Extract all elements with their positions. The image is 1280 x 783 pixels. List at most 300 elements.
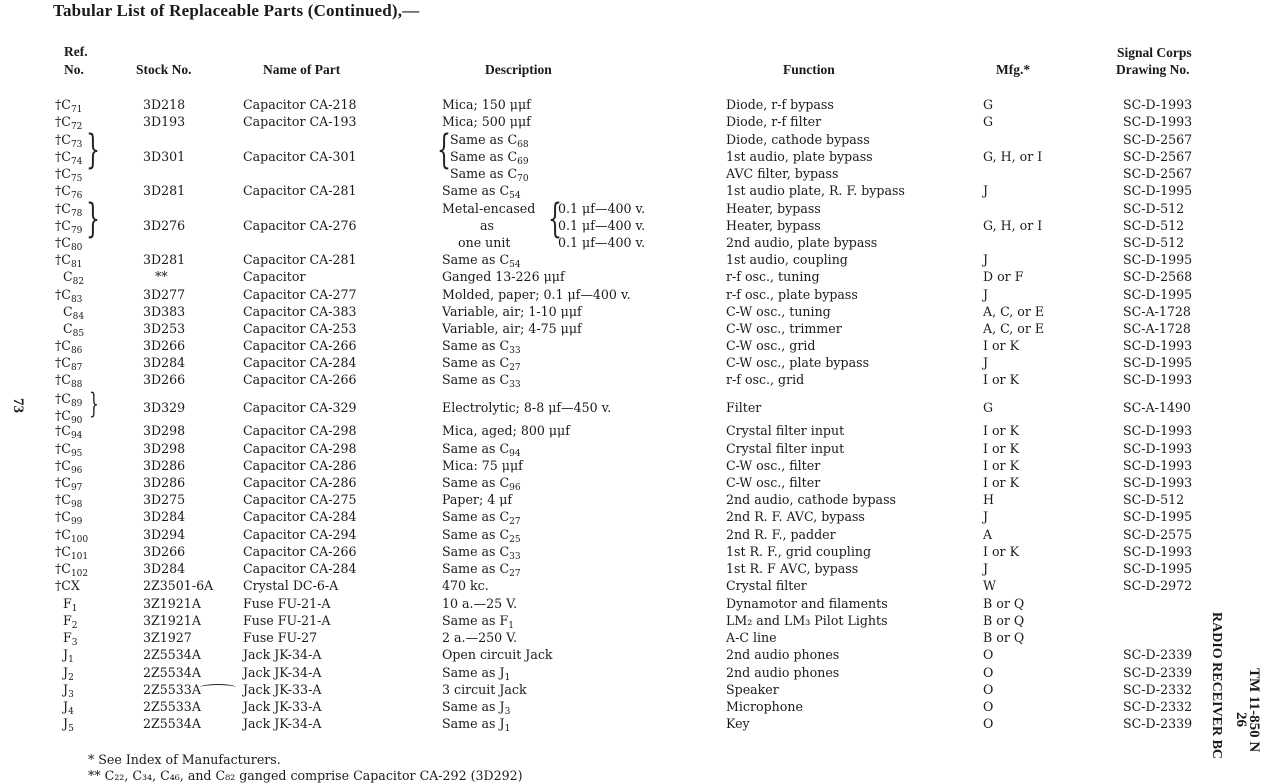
drawing-no: [1123, 182, 1192, 199]
function: [726, 508, 865, 525]
drawing-no-text: SC-D-1993: [1123, 544, 1193, 559]
manufacturer-text: B or Q: [983, 596, 1025, 611]
manufacturer-text: I or K: [983, 441, 1019, 456]
description-subscript: 33: [509, 380, 521, 390]
table-row: [0, 320, 1210, 337]
drawing-no: [1123, 113, 1192, 130]
description-text: Same as J: [442, 699, 505, 714]
ref-no-subscript: 96: [70, 466, 83, 476]
description: [442, 681, 527, 698]
stock-no-text: 3D276: [143, 218, 186, 233]
stock-no: [143, 371, 185, 388]
ref-no: [63, 612, 77, 629]
function: [726, 251, 848, 268]
description-subscript: 1: [504, 673, 511, 683]
stock-no: [143, 113, 185, 130]
manufacturer: [983, 560, 988, 577]
ref-no: [63, 646, 74, 663]
drawing-no: [1123, 148, 1192, 165]
manufacturer-text: J: [983, 287, 989, 302]
ref-no-text: J: [63, 716, 69, 731]
stock-no-text: 2Z5534A: [143, 716, 201, 731]
drawing-no-text: SC-D-1993: [1123, 97, 1193, 112]
ref-no-subscript: 2: [71, 621, 78, 631]
table-row: [0, 337, 1210, 354]
manufacturer-text: O: [983, 699, 994, 714]
drawing-no: [1123, 131, 1192, 148]
ref-no: [55, 251, 82, 268]
manufacturer: [983, 182, 988, 199]
part-name-text: Capacitor CA-298: [243, 441, 357, 456]
part-name-text: Capacitor CA-281: [243, 252, 357, 267]
drawing-no: [1123, 440, 1192, 457]
stock-no: [143, 629, 192, 646]
table-row: [0, 131, 1210, 148]
ref-no-text: †C: [55, 544, 71, 559]
part-name: [243, 577, 338, 594]
part-name: [243, 320, 357, 337]
stock-no-text: 2Z5533A: [143, 699, 201, 714]
description: [442, 96, 531, 113]
part-name-text: Fuse FU-21-A: [243, 613, 331, 628]
part-name: [243, 217, 357, 234]
description-text: 10 a.—25 V.: [442, 596, 518, 611]
description: [442, 251, 521, 268]
stock-no: [143, 646, 201, 663]
part-name-text: Capacitor CA-277: [243, 287, 357, 302]
ref-no: [55, 337, 82, 354]
ref-no-text: C: [63, 269, 73, 284]
manufacturer: [983, 251, 988, 268]
ref-no-subscript: 99: [70, 517, 83, 527]
ref-no-subscript: 94: [70, 431, 83, 441]
manufacturer-text: G: [983, 114, 994, 129]
description-subscript: 54: [509, 260, 521, 270]
ref-no-text: †C: [55, 355, 71, 370]
description: [442, 474, 521, 491]
stock-no: [143, 508, 185, 525]
function: [726, 286, 858, 303]
function: [726, 422, 844, 439]
description: [442, 399, 611, 416]
stock-no-text: 3Z1927: [143, 630, 192, 645]
part-name-text: Capacitor CA-266: [243, 338, 357, 353]
function-text: Crystal filter input: [726, 423, 845, 438]
drawing-no: [1123, 457, 1192, 474]
ref-no-subscript: 89: [70, 399, 83, 409]
part-name-text: Capacitor CA-383: [243, 304, 357, 319]
manufacturer-text: H: [983, 492, 994, 507]
function-text: Crystal filter: [726, 578, 807, 593]
manufacturer: [983, 320, 1044, 337]
stock-no-text: 2Z5534A: [143, 665, 201, 680]
manufacturer-text: J: [983, 355, 989, 370]
part-name-text: Capacitor CA-266: [243, 372, 357, 387]
ref-no-subscript: 100: [70, 535, 89, 545]
table-row: [0, 698, 1210, 715]
manufacturer-text: A, C, or E: [983, 304, 1045, 319]
ref-no: [63, 320, 84, 337]
function-text: LM₂ and LM₃ Pilot Lights: [726, 613, 888, 628]
description: [442, 337, 521, 354]
ref-no-subscript: 3: [68, 690, 74, 700]
function-text: C-W osc., grid: [726, 338, 816, 353]
description: [442, 629, 517, 646]
ref-no-text: †C: [55, 372, 71, 387]
ref-no-text: †C: [55, 492, 71, 507]
drawing-no-text: SC-D-2339: [1123, 716, 1193, 731]
function: [726, 354, 869, 371]
function: [726, 681, 779, 698]
stock-no: [143, 681, 201, 698]
manufacturer-text: I or K: [983, 458, 1019, 473]
drawing-no-text: SC-D-1995: [1123, 183, 1193, 198]
table-row: [0, 165, 1210, 182]
part-name-text: Capacitor CA-294: [243, 527, 357, 542]
stock-no-text: 3D294: [143, 527, 186, 542]
manufacturer-text: G, H, or I: [983, 218, 1043, 233]
description: [442, 268, 565, 285]
ref-no-subscript: 4: [68, 707, 74, 717]
ref-no: [55, 234, 82, 251]
part-name: [243, 457, 357, 474]
drawing-no-text: SC-D-1995: [1123, 561, 1193, 576]
ref-no: [55, 131, 82, 148]
drawing-no: [1123, 508, 1192, 525]
description-text: one unit: [458, 235, 511, 250]
manufacturer: [983, 148, 1042, 165]
header-drawing-line1: Signal Corps: [1117, 45, 1192, 60]
manufacturer-text: W: [983, 578, 996, 593]
manufacturer: [983, 612, 1024, 629]
ref-no-subscript: 95: [70, 449, 83, 459]
manufacturer: [983, 508, 988, 525]
stock-no: [143, 491, 185, 508]
description: [450, 131, 529, 148]
stock-no: [155, 268, 168, 285]
ref-no-text: J: [63, 665, 69, 680]
manufacturer: [983, 715, 993, 732]
drawing-no: [1123, 399, 1191, 416]
drawing-no: [1123, 474, 1192, 491]
ref-no: [63, 698, 74, 715]
description: [442, 182, 521, 199]
ref-no-text: †C: [55, 166, 71, 181]
ref-no-subscript: 2: [68, 673, 74, 683]
header-function: Function: [783, 62, 835, 77]
description-text: Mica: 75 μμf: [442, 458, 523, 473]
ref-no-text: †C: [55, 287, 71, 302]
manufacturer: [983, 698, 993, 715]
stock-no: [143, 440, 185, 457]
manufacturer-text: B or Q: [983, 630, 1025, 645]
manufacturer-text: O: [983, 682, 994, 697]
description: [442, 664, 510, 681]
header-ref-line1: Ref.: [64, 44, 88, 59]
drawing-no-text: SC-D-2332: [1123, 682, 1193, 697]
manufacturer: [983, 664, 993, 681]
function: [726, 399, 761, 416]
description: [442, 526, 521, 543]
drawing-no: [1123, 646, 1192, 663]
ref-no-subscript: 72: [70, 122, 83, 132]
function-text: C-W osc., tuning: [726, 304, 831, 319]
stock-no: [143, 543, 185, 560]
drawing-no: [1123, 96, 1192, 113]
ref-no-text: †C: [55, 235, 71, 250]
function: [726, 320, 842, 337]
manufacturer-text: J: [983, 561, 989, 576]
function: [726, 629, 777, 646]
part-name-text: Jack JK-34-A: [243, 665, 322, 680]
description: [442, 595, 517, 612]
part-name: [243, 681, 321, 698]
drawing-no: [1123, 251, 1192, 268]
part-name-text: Capacitor CA-284: [243, 561, 357, 576]
part-name: [243, 113, 357, 130]
part-name-text: Capacitor CA-298: [243, 423, 357, 438]
part-name-text: Capacitor CA-266: [243, 544, 357, 559]
ref-no-text: J: [63, 647, 69, 662]
drawing-no: [1123, 543, 1192, 560]
manufacturer-text: B or Q: [983, 613, 1025, 628]
part-name: [243, 715, 321, 732]
part-name: [243, 148, 357, 165]
manufacturer-text: A, C, or E: [983, 321, 1045, 336]
ref-no: [55, 200, 82, 217]
footnote-1: * See Index of Manufacturers.: [88, 752, 281, 767]
description-value: [558, 217, 645, 234]
description: [442, 200, 535, 217]
stock-no-text: 3D383: [143, 304, 186, 319]
ref-no-subscript: 82: [72, 277, 85, 287]
stock-no-text: 3D218: [143, 97, 186, 112]
stock-no-text: 3D277: [143, 287, 186, 302]
description-text: Same as C: [442, 561, 510, 576]
part-name: [243, 646, 321, 663]
drawing-no-text: SC-D-1993: [1123, 441, 1193, 456]
ref-no-subscript: 87: [70, 363, 83, 373]
drawing-no: [1123, 354, 1192, 371]
description: [442, 113, 531, 130]
description: [442, 303, 582, 320]
header-mfg: Mfg.*: [996, 62, 1031, 77]
table-row: [0, 560, 1210, 577]
part-name-text: Capacitor CA-276: [243, 218, 357, 233]
part-name-text: Capacitor CA-284: [243, 509, 357, 524]
manufacturer: [983, 543, 1019, 560]
function: [726, 200, 821, 217]
drawing-no: [1123, 715, 1192, 732]
function-text: 2nd R. F. AVC, bypass: [726, 509, 865, 524]
stock-no: [143, 422, 185, 439]
ref-no: [55, 354, 82, 371]
drawing-no-text: SC-D-512: [1123, 235, 1185, 250]
part-name-text: Capacitor CA-286: [243, 458, 357, 473]
description-text: as: [480, 218, 494, 233]
drawing-no-text: SC-D-1993: [1123, 458, 1193, 473]
function: [726, 457, 820, 474]
ref-no: [55, 440, 82, 457]
stock-no: [143, 303, 185, 320]
stock-no: [143, 474, 185, 491]
description-text: Same as C: [442, 183, 510, 198]
description: [442, 577, 489, 594]
drawing-no: [1123, 371, 1192, 388]
description-subscript: 27: [509, 363, 521, 373]
description: [442, 698, 510, 715]
function: [726, 440, 844, 457]
ref-no: [55, 148, 82, 165]
manufacturer-text: O: [983, 665, 994, 680]
part-name-text: Capacitor CA-286: [243, 475, 357, 490]
manufacturer: [983, 629, 1024, 646]
table-row: [0, 371, 1210, 388]
description-subscript: 27: [509, 517, 521, 527]
manufacturer-text: I or K: [983, 338, 1019, 353]
table-row: [0, 457, 1210, 474]
table-row: [0, 629, 1210, 646]
drawing-no: [1123, 165, 1192, 182]
function: [726, 113, 821, 130]
function-text: Microphone: [726, 699, 803, 714]
function-text: 1st R. F AVC, bypass: [726, 561, 859, 576]
drawing-no: [1123, 337, 1192, 354]
ref-no-text: †C: [55, 183, 71, 198]
description-text: Open circuit Jack: [442, 647, 553, 662]
drawing-no: [1123, 526, 1192, 543]
stock-no: [143, 715, 201, 732]
ref-no-subscript: 98: [70, 500, 83, 510]
part-name: [243, 440, 357, 457]
description-subscript: 33: [509, 552, 521, 562]
manufacturer: [983, 371, 1019, 388]
drawing-no-text: SC-D-2567: [1123, 132, 1193, 147]
part-name: [243, 399, 357, 416]
description: [480, 217, 494, 234]
function: [726, 612, 888, 629]
description: [442, 560, 521, 577]
description: [442, 715, 510, 732]
description-text: Paper; 4 μf: [442, 492, 513, 507]
stock-no: [143, 457, 185, 474]
ref-no-subscript: 75: [70, 174, 83, 184]
ref-no-subscript: 73: [70, 140, 83, 150]
function-text: r-f osc., tuning: [726, 269, 820, 284]
drawing-no: [1123, 560, 1192, 577]
margin-doc-number: TM 11-850 N: [1246, 668, 1262, 753]
drawing-no: [1123, 286, 1192, 303]
function-text: A-C line: [726, 630, 777, 645]
brace-c78-c80: }: [86, 196, 100, 242]
description-subscript: 25: [509, 535, 521, 545]
function: [726, 715, 750, 732]
description-subscript: 27: [509, 569, 521, 579]
footnote-2: ** C₂₂, C₃₄, C₄₆, and C₈₂ ganged comprise Capacitor CA-292 (3D292): [88, 768, 523, 783]
ref-no-text: †C: [55, 423, 71, 438]
description-subscript: 3: [504, 707, 511, 717]
description: [442, 320, 582, 337]
function-text: Key: [726, 716, 750, 731]
manufacturer: [983, 303, 1044, 320]
drawing-no-text: SC-D-1993: [1123, 338, 1193, 353]
stock-no: [143, 399, 185, 416]
ref-no-subscript: 71: [70, 105, 83, 115]
part-name-text: Capacitor: [243, 269, 306, 284]
drawing-no-text: SC-D-2972: [1123, 578, 1193, 593]
ref-no-subscript: 83: [70, 295, 83, 305]
description-text: Same as C: [442, 509, 510, 524]
description-value: [558, 234, 645, 251]
drawing-no-text: SC-D-2339: [1123, 647, 1193, 662]
function: [726, 595, 888, 612]
ref-no: [55, 390, 82, 407]
function: [726, 577, 807, 594]
ref-no-text: C: [63, 321, 73, 336]
description-text: Same as C: [442, 544, 510, 559]
ref-no-subscript: 76: [70, 191, 83, 201]
function-text: C-W osc., filter: [726, 458, 821, 473]
drawing-no: [1123, 698, 1192, 715]
part-name-text: Crystal DC-6-A: [243, 578, 339, 593]
stock-no-text: 3D266: [143, 338, 186, 353]
drawing-no-text: SC-D-2339: [1123, 665, 1193, 680]
function-text: C-W osc., trimmer: [726, 321, 842, 336]
description-value-text: 0.1 μf—400 v.: [558, 235, 646, 250]
description-text: Same as C: [442, 372, 510, 387]
function-text: AVC filter, bypass: [726, 166, 839, 181]
ref-no-text: F: [63, 596, 72, 611]
description-text: Same as C: [442, 338, 510, 353]
function-text: 2nd audio, cathode bypass: [726, 492, 896, 507]
description-text: Same as C: [450, 166, 518, 181]
part-name: [243, 422, 357, 439]
drawing-no-text: SC-D-1995: [1123, 252, 1193, 267]
manufacturer-text: J: [983, 252, 989, 267]
manufacturer-text: O: [983, 716, 994, 731]
stock-no-text: 3D301: [143, 149, 186, 164]
ref-no: [55, 371, 82, 388]
function: [726, 268, 820, 285]
ref-no-text: J: [63, 682, 69, 697]
brace-desc-c73-c75: {: [437, 127, 451, 173]
part-name: [243, 96, 357, 113]
part-name: [243, 354, 357, 371]
ref-no-text: †C: [55, 391, 71, 406]
stock-no-text: 2Z3501-6A: [143, 578, 214, 593]
ref-no: [63, 268, 84, 285]
part-name-text: Jack JK-33-A: [243, 682, 322, 697]
ref-no-text: †C: [55, 458, 71, 473]
table-row: [0, 543, 1210, 560]
ref-no-subscript: 74: [70, 157, 83, 167]
manufacturer-text: A: [983, 527, 993, 542]
stock-no-text: 3D281: [143, 252, 186, 267]
manufacturer: [983, 474, 1019, 491]
function-text: 1st audio plate, R. F. bypass: [726, 183, 905, 198]
manufacturer: [983, 646, 993, 663]
manufacturer: [983, 422, 1019, 439]
stock-no-text: 3D284: [143, 355, 186, 370]
table-row: [0, 148, 1210, 165]
drawing-no: [1123, 217, 1184, 234]
table-row: [0, 113, 1210, 130]
stock-no-text: 3D266: [143, 544, 186, 559]
description-subscript: 96: [509, 483, 521, 493]
ref-no-subscript: 81: [70, 260, 83, 270]
part-name: [243, 698, 321, 715]
ref-no-text: †C: [55, 561, 71, 576]
